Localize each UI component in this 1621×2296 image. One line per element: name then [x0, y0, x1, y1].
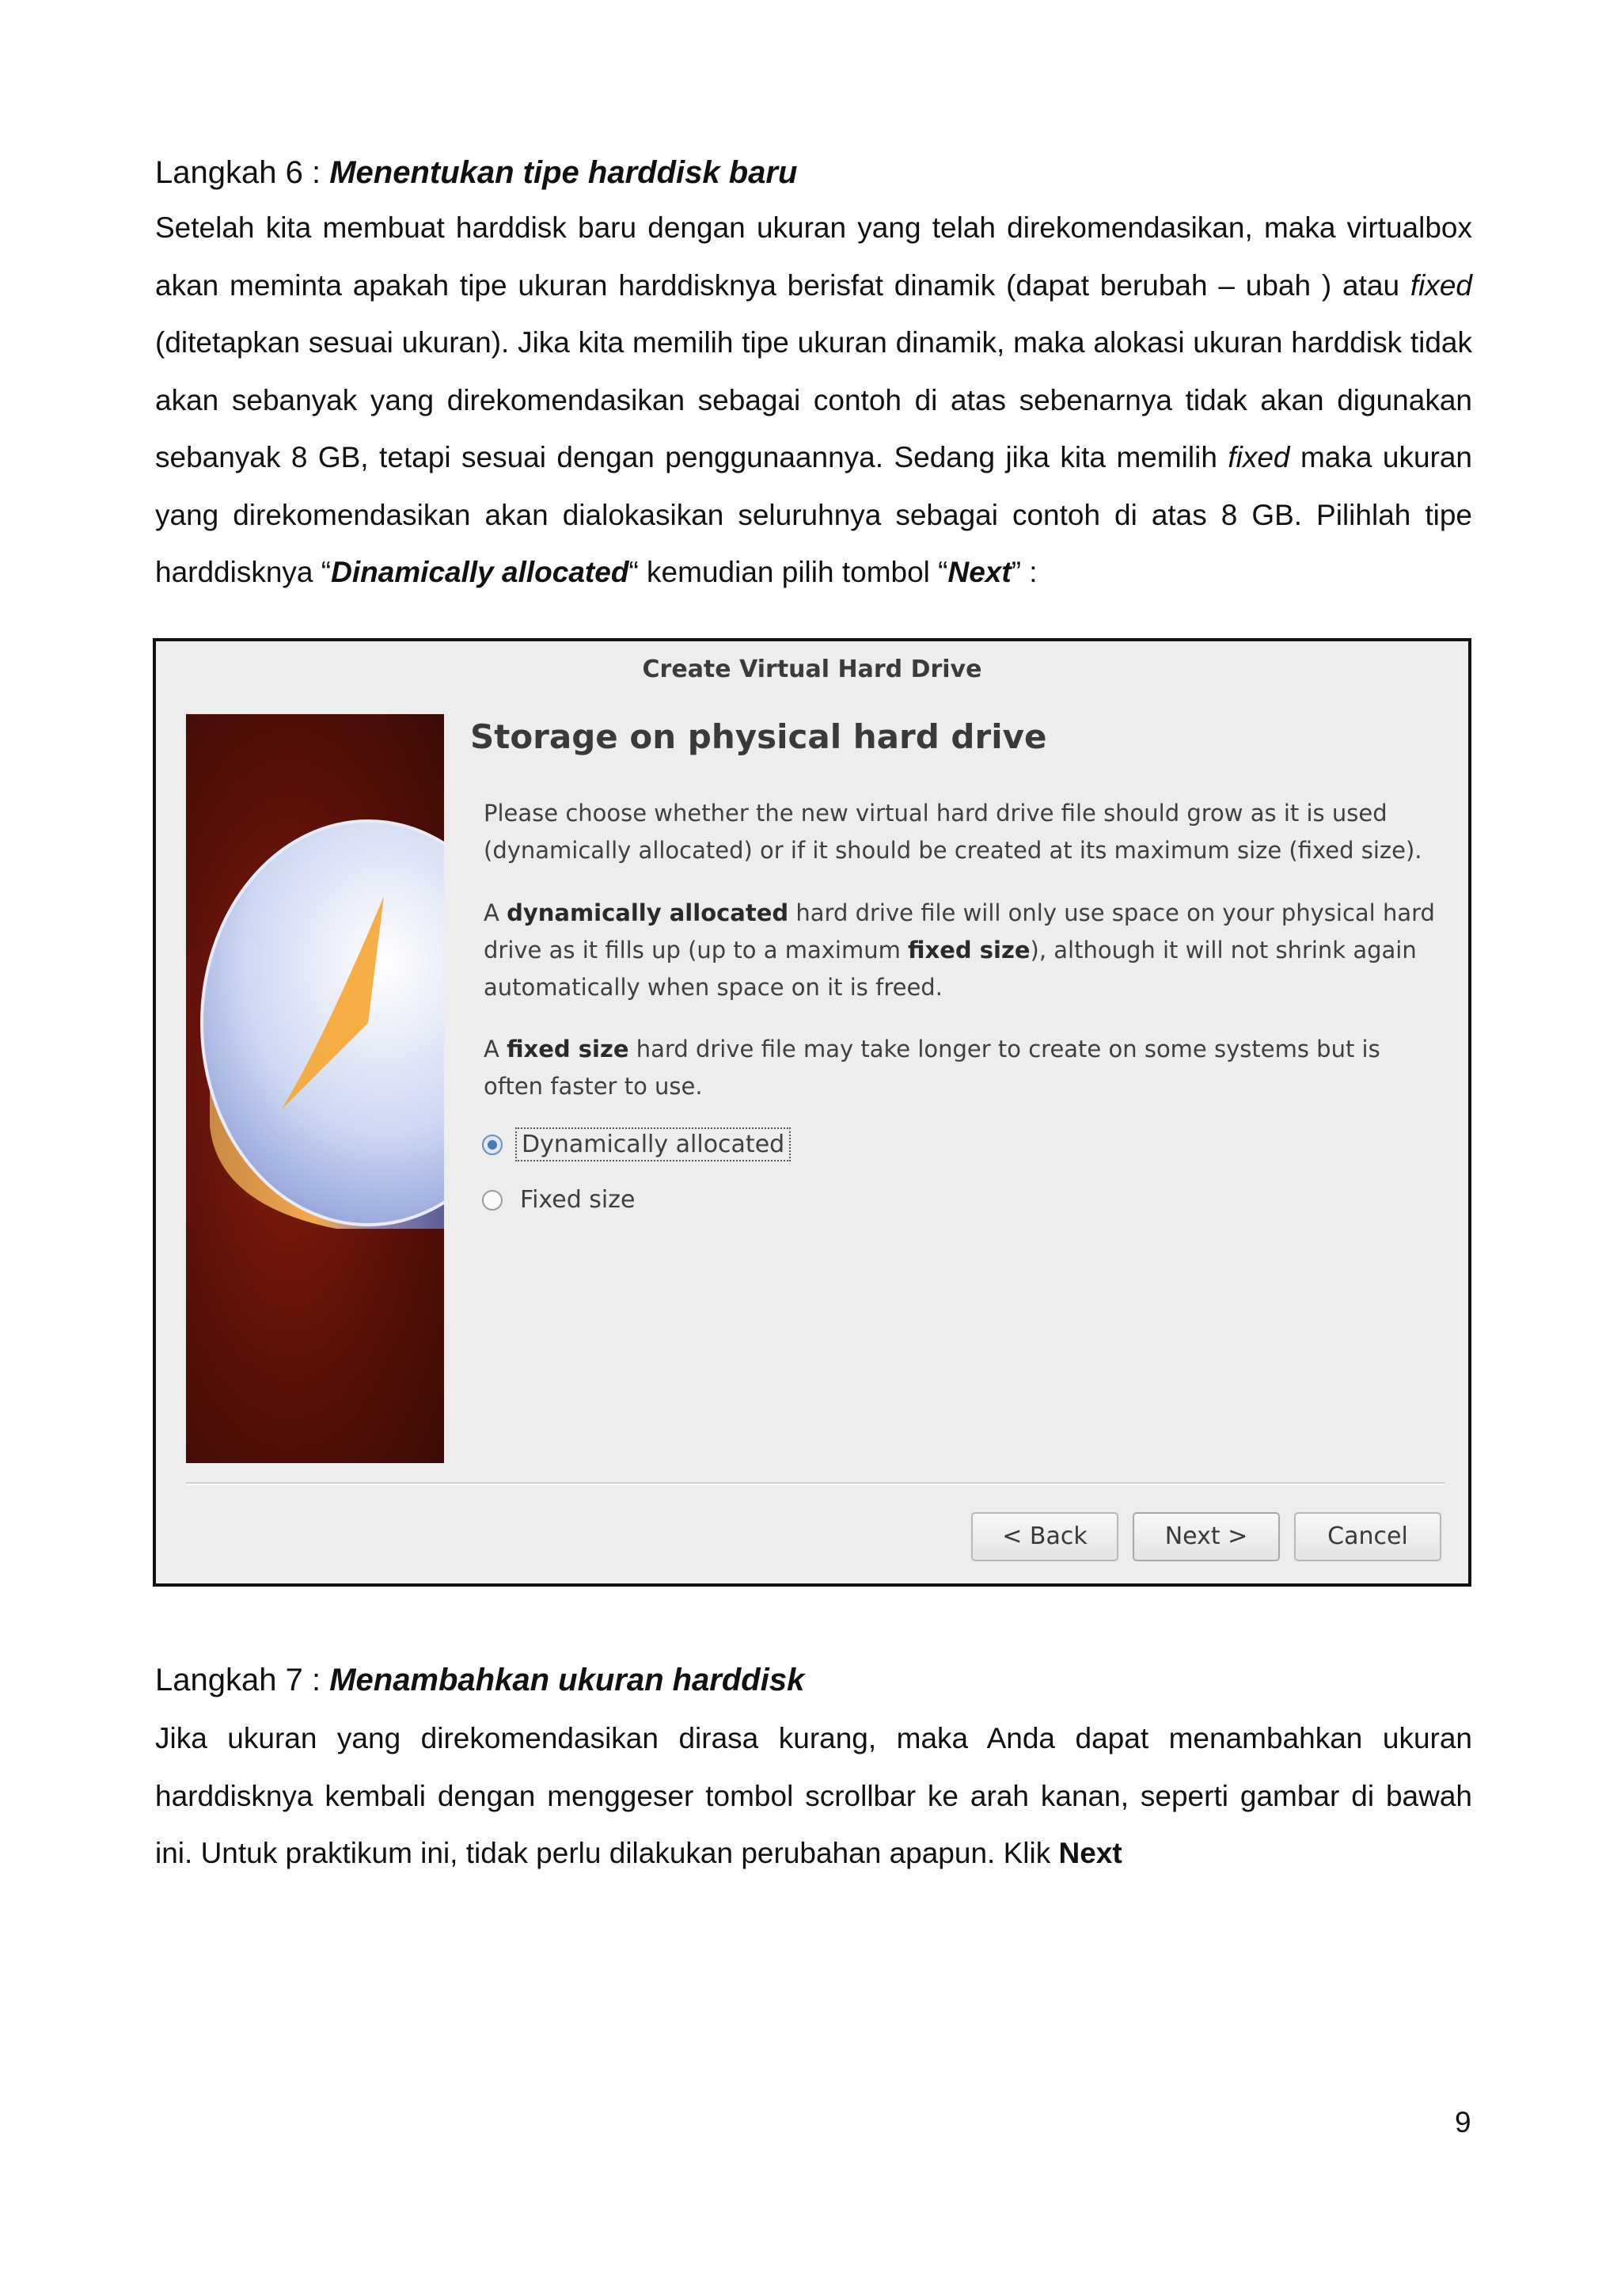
page-number: 9	[1455, 2106, 1471, 2138]
desc3-a: A	[484, 1036, 507, 1062]
dialog-screenshot	[153, 638, 1471, 1587]
dialog-heading: Storage on physical hard drive	[470, 717, 1047, 756]
step6-text-c: maka ukuran yang direkomendasikan akan dialokasikan seluruhnya sebagai contoh di atas 8 GB. Pilihlah tipe harddisknya “	[155, 441, 1473, 588]
dialog-description-3	[484, 1031, 1441, 1105]
step7-title: Menambahkan ukuran harddisk	[329, 1663, 805, 1697]
dialog-description-2	[484, 895, 1441, 1006]
step7-heading	[155, 1661, 804, 1699]
desc2-d: ), although it will not shrink again automatically when space on it is freed.	[484, 937, 1417, 1001]
step6-text-d: “ kemudian pilih tombol “	[628, 556, 948, 588]
desc2-fixed-term: fixed size	[908, 937, 1031, 964]
step6-heading	[155, 154, 797, 192]
radio-unselected-icon[interactable]	[482, 1190, 503, 1211]
desc2-a: A	[484, 899, 507, 926]
hard-drive-banner-image	[186, 714, 444, 1463]
radio-fixed-size[interactable]	[482, 1184, 640, 1215]
radio-selected-icon[interactable]	[482, 1135, 503, 1155]
dialog-title: Create Virtual Hard Drive	[642, 656, 982, 683]
desc2-dynamic-term: dynamically allocated	[507, 899, 789, 926]
step6-title: Menentukan tipe harddisk baru	[329, 155, 798, 190]
desc2-c: hard drive file will only use space on your physical hard drive as it fills up (up to a maximum	[484, 899, 1435, 964]
step7-next-term: Next	[1058, 1837, 1122, 1869]
step6-fixed-term: fixed	[1410, 268, 1472, 302]
desc3-c: hard drive file may take longer to create on some systems but is often faster to use.	[484, 1036, 1380, 1100]
dialog-separator	[186, 1482, 1444, 1485]
back-button[interactable]: < Back	[971, 1512, 1118, 1561]
step6-fixed-term-2: fixed	[1228, 441, 1290, 473]
step7-text-a: Jika ukuran yang direkomendasikan dirasa kurang, maka Anda dapat menambahkan ukuran harddisknya kembali dengan menggeser tombol scrollbar ke arah kanan, seperti gambar di bawah ini. Untuk praktikum ini, tidak perlu dilakukan perubahan apapun. Klik	[155, 1722, 1472, 1869]
next-button[interactable]: Next >	[1133, 1512, 1280, 1561]
step7-prefix: Langkah 7 :	[155, 1663, 330, 1697]
cancel-button[interactable]: Cancel	[1294, 1512, 1441, 1561]
radio-fixed-label[interactable]: Fixed size	[520, 1186, 636, 1214]
step6-text-e: ” :	[1011, 556, 1038, 588]
step6-paragraph	[155, 200, 1472, 602]
step6-dynamic-term: Dinamically allocated	[331, 556, 629, 588]
step7-paragraph	[155, 1710, 1472, 1883]
radio-dynamically-allocated[interactable]	[482, 1127, 791, 1161]
step6-text-b: (ditetapkan sesuai ukuran). Jika kita memilih tipe ukuran dinamik, maka alokasi ukuran harddisk tidak akan sebanyak yang direkomendasikan sebagai contoh di atas sebenarnya tidak akan digunakan sebanyak 8 GB, tetapi sesuai dengan penggunaannya. Sedang jika kita memilih	[155, 326, 1472, 473]
hard-drive-icon	[186, 714, 444, 1463]
step6-next-term: Next	[947, 556, 1012, 588]
step6-text-a: Setelah kita membuat harddisk baru dengan ukuran yang telah direkomendasikan, maka virtualbox akan meminta apakah tipe ukuran harddisknya berisfat dinamik (dapat berubah – ubah ) atau	[155, 211, 1472, 302]
desc3-fixed-term: fixed size	[507, 1036, 629, 1062]
step6-prefix: Langkah 6 :	[155, 155, 330, 190]
dialog-description-1: Please choose whether the new virtual hard drive file should grow as it is used (dynamically allocated) or if it should be created at its maximum size (fixed size).	[484, 800, 1422, 864]
radio-dynamic-label[interactable]: Dynamically allocated	[515, 1127, 791, 1161]
